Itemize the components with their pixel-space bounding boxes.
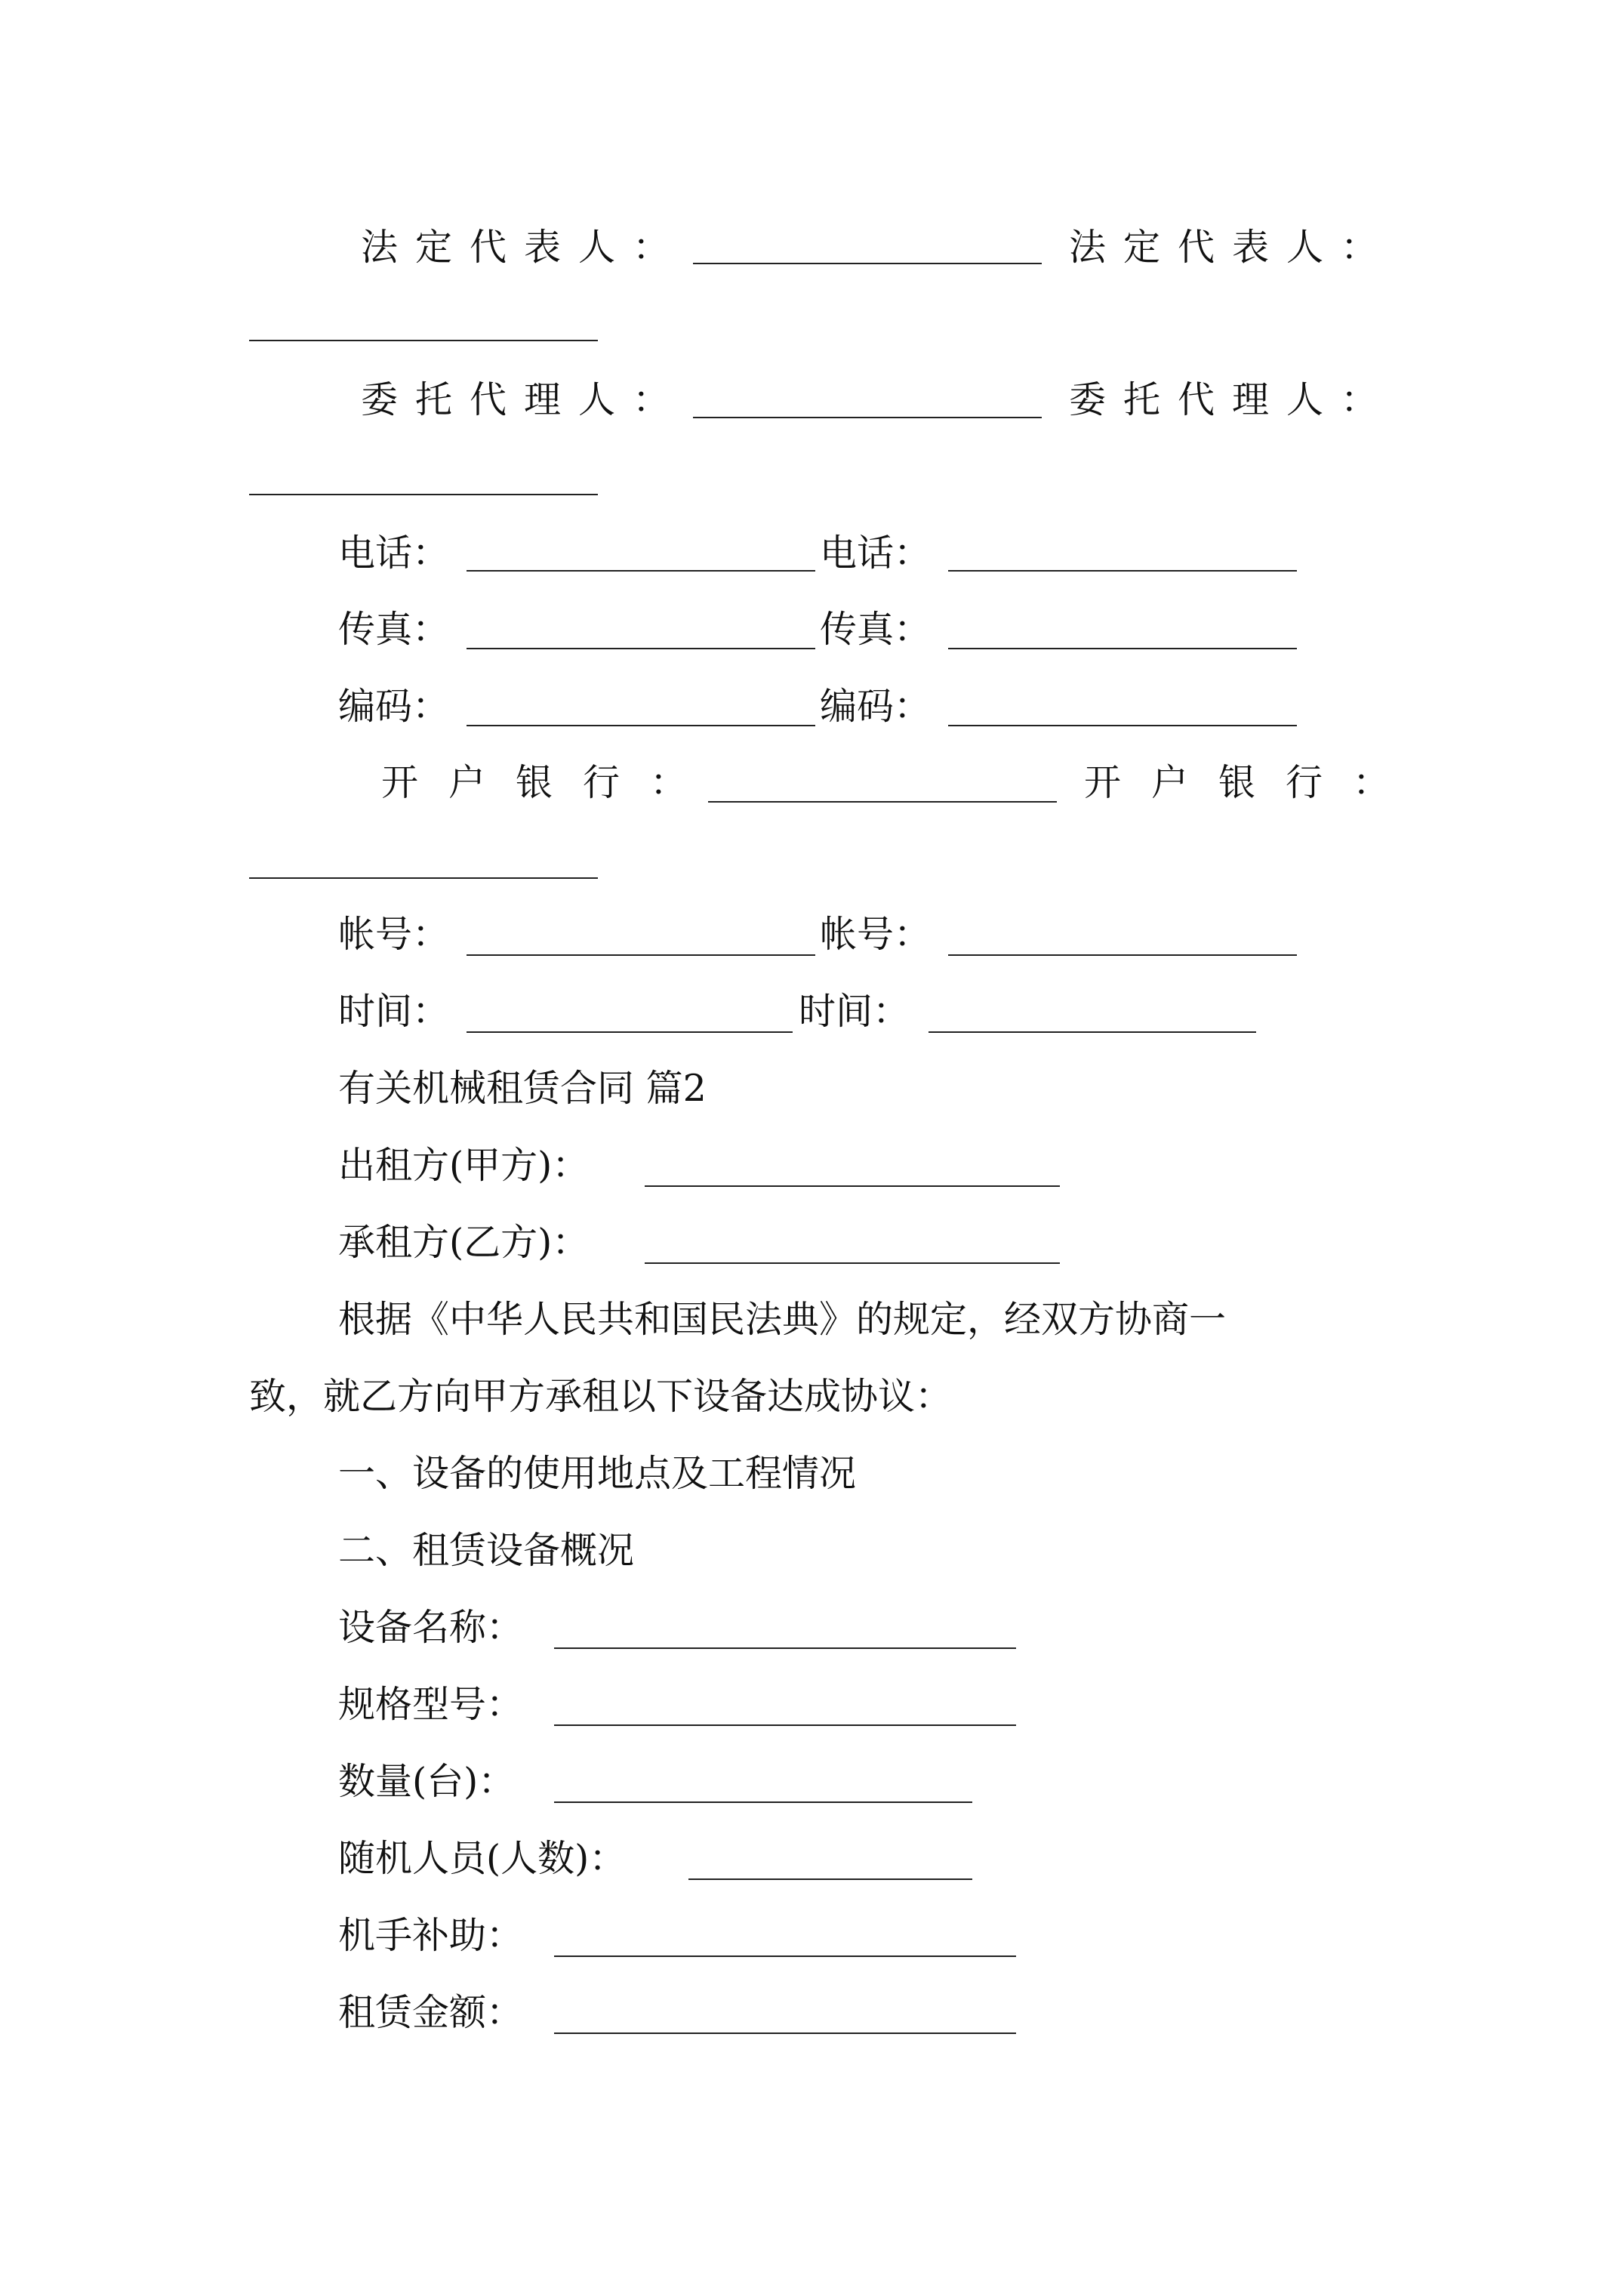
account-label-a: 帐号：: [338, 913, 450, 956]
rental-amount-blank[interactable]: [554, 2032, 1016, 2034]
operator-subsidy-label: 机手补助：: [338, 1914, 524, 1957]
rental-amount-label: 租赁金额：: [338, 1991, 524, 2034]
lessor-label: 出租方(甲方)：: [338, 1144, 590, 1187]
postcode-label-b: 编码：: [820, 685, 932, 728]
model-blank[interactable]: [554, 1724, 1016, 1726]
phone-blank-a[interactable]: [467, 570, 815, 572]
legal-rep-blank-a[interactable]: [693, 263, 1042, 264]
legal-rep-blank-b[interactable]: [249, 340, 598, 341]
clause-1-heading: 一、设备的使用地点及工程情况: [338, 1452, 857, 1495]
bank-label-a: 开户银行：: [381, 761, 718, 804]
equipment-name-label: 设备名称：: [338, 1606, 524, 1649]
operator-subsidy-blank[interactable]: [554, 1955, 1016, 1957]
intro-paragraph-line1: 根据《中华人民共和国民法典》的规定，经双方协商一: [338, 1298, 1227, 1341]
lessor-blank[interactable]: [645, 1185, 1060, 1187]
time-blank-a[interactable]: [467, 1031, 793, 1033]
phone-label-b: 电话：: [820, 532, 932, 575]
postcode-blank-b[interactable]: [948, 725, 1297, 726]
intro-paragraph-line2: 致，就乙方向甲方承租以下设备达成协议：: [249, 1375, 953, 1418]
section-heading: 有关机械租赁合同 篇2: [338, 1067, 707, 1110]
bank-blank-a[interactable]: [708, 801, 1057, 803]
legal-rep-label-b: 法定代表人：: [1069, 226, 1396, 269]
staff-count-label: 随机人员(人数)：: [338, 1837, 627, 1880]
time-label-b: 时间：: [799, 990, 910, 1033]
fax-label-a: 传真：: [338, 608, 450, 651]
bank-label-b: 开户银行：: [1084, 761, 1421, 804]
bank-blank-b[interactable]: [249, 877, 598, 879]
lessee-blank[interactable]: [645, 1262, 1060, 1264]
phone-label-a: 电话：: [338, 532, 450, 575]
agent-label-b: 委托代理人：: [1069, 378, 1396, 421]
staff-count-blank[interactable]: [688, 1878, 972, 1880]
lessee-label: 承租方(乙方)：: [338, 1221, 590, 1264]
agent-blank-a[interactable]: [693, 417, 1042, 418]
equipment-name-blank[interactable]: [554, 1647, 1016, 1649]
account-blank-b[interactable]: [948, 954, 1297, 956]
clause-2-heading: 二、租赁设备概况: [338, 1529, 635, 1572]
postcode-blank-a[interactable]: [467, 725, 815, 726]
postcode-label-a: 编码：: [338, 685, 450, 728]
model-label: 规格型号：: [338, 1683, 524, 1726]
account-blank-a[interactable]: [467, 954, 815, 956]
legal-rep-label-a: 法定代表人：: [361, 226, 688, 269]
agent-blank-b[interactable]: [249, 494, 598, 495]
fax-blank-a[interactable]: [467, 648, 815, 649]
fax-blank-b[interactable]: [948, 648, 1297, 649]
agent-label-a: 委托代理人：: [361, 378, 688, 421]
account-label-b: 帐号：: [820, 913, 932, 956]
phone-blank-b[interactable]: [948, 570, 1297, 572]
quantity-blank[interactable]: [554, 1801, 972, 1803]
time-blank-b[interactable]: [929, 1031, 1256, 1033]
time-label-a: 时间：: [338, 990, 450, 1033]
fax-label-b: 传真：: [820, 608, 932, 651]
quantity-label: 数量(台)：: [338, 1760, 516, 1803]
